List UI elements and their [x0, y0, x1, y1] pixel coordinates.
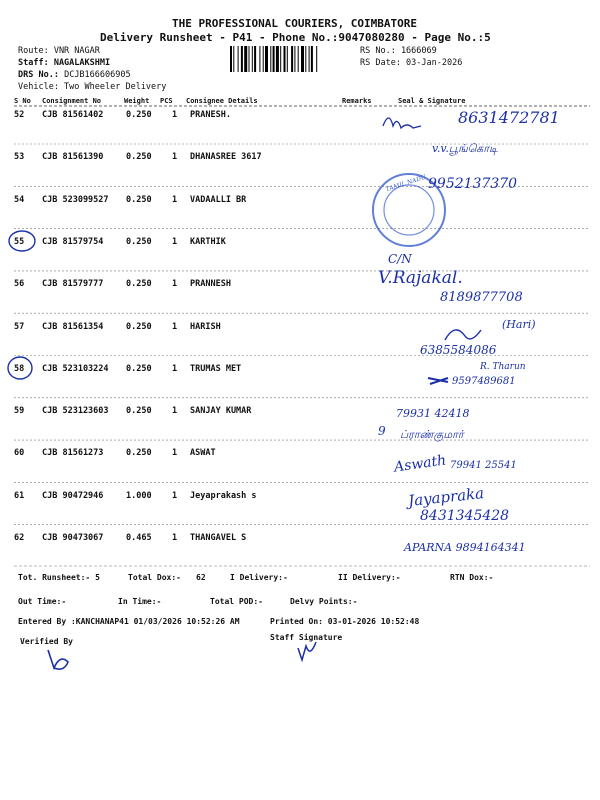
col-remarks: Remarks: [342, 97, 372, 105]
cell-pcs: 1: [172, 448, 178, 459]
cell-consignment: CJB 81579777: [42, 279, 104, 290]
cell-consignee: PRANNESH: [190, 279, 231, 290]
cell-consignee: SANJAY KUMAR: [190, 406, 252, 417]
cell-sno: 55: [14, 236, 25, 247]
cell-pcs: 1: [172, 321, 178, 332]
total-pod: Total POD:-: [210, 597, 263, 606]
cell-consignee: TRUMAS MET: [190, 363, 242, 374]
col-pcs: PCS: [160, 97, 173, 105]
verified-by: Verified By: [20, 637, 73, 646]
cell-consignee: KARTHIK: [190, 236, 226, 247]
cell-sno: 52: [14, 110, 25, 120]
cell-sno: 58: [14, 363, 25, 374]
cell-pcs: 1: [172, 406, 178, 417]
printed-on: Printed On: 03-01-2026 10:52:48: [270, 617, 420, 626]
hw-row61-name: Jayapraka: [407, 484, 485, 510]
cell-consignee: DHANASREE 3617: [190, 152, 262, 163]
circle-mark-55: [9, 231, 35, 251]
cell-pcs: 1: [172, 236, 178, 247]
cell-weight: 0.250: [126, 194, 152, 205]
cell-weight: 0.250: [126, 321, 152, 332]
staff-label: Staff: NAGALAKSHMI: [18, 58, 111, 68]
cell-pcs: 1: [172, 152, 178, 163]
cell-consignee: ASWAT: [190, 448, 216, 459]
cell-consignment: CJB 523103224: [42, 363, 109, 374]
col-consignee: Consignee Details: [186, 97, 258, 105]
cell-weight: 0.250: [126, 406, 152, 417]
cell-consignee: THANGAVEL S: [190, 533, 247, 543]
hw-row53-name: v.v.பூங்கொடி: [432, 142, 498, 155]
cell-sno: 53: [14, 152, 25, 163]
rtn-dox: RTN Dox:-: [450, 573, 494, 582]
cell-consignee: Jeyaprakash s: [190, 490, 257, 501]
hw-row56-phone: 8189877708: [440, 290, 523, 305]
i-delivery: I Delivery:-: [230, 573, 288, 582]
runsheet-subtitle: Delivery Runsheet - P41 - Phone No.:9047080280 - Page No.:5: [100, 31, 491, 44]
cell-weight: 0.250: [126, 363, 152, 374]
company-title: THE PROFESSIONAL COURIERS, COIMBATORE: [172, 17, 418, 30]
rs-no: RS No.: 1666069: [360, 46, 437, 56]
total-dox-value: 62: [196, 573, 206, 582]
hw-row55-cn: C/N: [388, 252, 412, 266]
cell-consignee: PRANESH.: [190, 110, 231, 120]
cell-pcs: 1: [172, 194, 178, 205]
cell-consignment: CJB 81561390: [42, 152, 104, 163]
col-seal: Seal & Signature: [398, 97, 466, 105]
cell-weight: 0.250: [126, 110, 152, 120]
hw-row60-phone: 79941 25541: [450, 460, 517, 471]
hw-row59-phone: 79931 42418: [396, 407, 470, 420]
hw-row62-text: APARNA 9894164341: [404, 541, 526, 554]
staff-signature: Staff Signature: [270, 633, 343, 642]
cell-pcs: 1: [172, 533, 178, 543]
cell-sno: 60: [14, 448, 25, 459]
circle-mark-58: [8, 357, 32, 379]
cell-consignment: CJB 523099527: [42, 194, 109, 205]
cell-consignment: CJB 90472946: [42, 490, 104, 501]
cell-consignment: CJB 81561354: [42, 321, 104, 332]
hw-row58-name: R. Tharun: [480, 362, 526, 372]
strike-row58: [428, 378, 448, 384]
cell-consignment: CJB 81561273: [42, 448, 104, 459]
cell-pcs: 1: [172, 490, 178, 501]
cell-sno: 62: [14, 533, 25, 543]
cell-consignment: CJB 523123603: [42, 406, 109, 417]
rs-date: RS Date: 03-Jan-2026: [360, 58, 463, 68]
col-consignment: Consignment No: [42, 97, 102, 105]
cell-pcs: 1: [172, 110, 178, 120]
drs-value: DCJB166606905: [64, 70, 131, 80]
out-time: Out Time:-: [18, 597, 67, 606]
tot-runsheet: Tot. Runsheet:- 5: [18, 573, 100, 582]
drs-label: DRS No.:: [18, 70, 59, 80]
hw-row61-phone: 8431345428: [420, 508, 510, 524]
cell-weight: 0.250: [126, 152, 152, 163]
cell-consignee: HARISH: [190, 321, 221, 332]
hw-row57-name: (Hari): [502, 318, 536, 331]
cell-pcs: 1: [172, 363, 178, 374]
vehicle-label: Vehicle: Two Wheeler Delivery: [18, 82, 167, 92]
hw-row58-phone2: 9597489681: [452, 376, 516, 387]
scribble-row52: [383, 118, 421, 128]
ii-delivery: II Delivery:-: [338, 573, 401, 582]
cell-weight: 1.000: [126, 490, 152, 501]
scribble-row57: [445, 330, 481, 340]
hw-row52-phone: 8631472781: [458, 108, 560, 127]
cell-consignment: CJB 81579754: [42, 236, 104, 247]
cell-weight: 0.250: [126, 236, 152, 247]
hw-row59-name: ப்ராண்குமார்: [400, 428, 464, 441]
col-sno: S No: [14, 97, 31, 105]
staff-sign: [298, 642, 316, 660]
cell-sno: 54: [14, 194, 25, 205]
total-dox-label: Total Dox:-: [128, 573, 181, 582]
hw-row54-phone: 9952137370: [428, 176, 518, 192]
verified-sign: [48, 650, 68, 669]
cell-weight: 0.250: [126, 279, 152, 290]
cell-consignment: CJB 81561402: [42, 110, 104, 120]
cell-sno: 57: [14, 321, 25, 332]
cell-weight: 0.250: [126, 448, 152, 459]
in-time: In Time:-: [118, 597, 162, 606]
cell-pcs: 1: [172, 279, 178, 290]
hw-row56-name: V.Rajakal.: [378, 268, 463, 288]
col-weight: Weight: [124, 97, 150, 105]
delvy-points: Delvy Points:-: [290, 597, 358, 606]
hw-row59-mark: 9: [378, 424, 386, 438]
entered-by: Entered By :KANCHANAP41 01/03/2026 10:52:26 AM: [18, 617, 240, 626]
cell-weight: 0.465: [126, 533, 152, 543]
cell-consignee: VADAALLI BR: [190, 194, 247, 205]
route-label: Route: VNR NAGAR: [18, 46, 100, 56]
cell-consignment: CJB 90473067: [42, 533, 104, 543]
stamp-text: TAMIL NADU: [384, 173, 427, 194]
cell-sno: 61: [14, 490, 25, 501]
cell-sno: 56: [14, 279, 25, 290]
cell-sno: 59: [14, 406, 25, 417]
hw-row58-phone1: 6385584086: [420, 343, 497, 357]
hw-row60-name: Aswath: [393, 452, 448, 476]
